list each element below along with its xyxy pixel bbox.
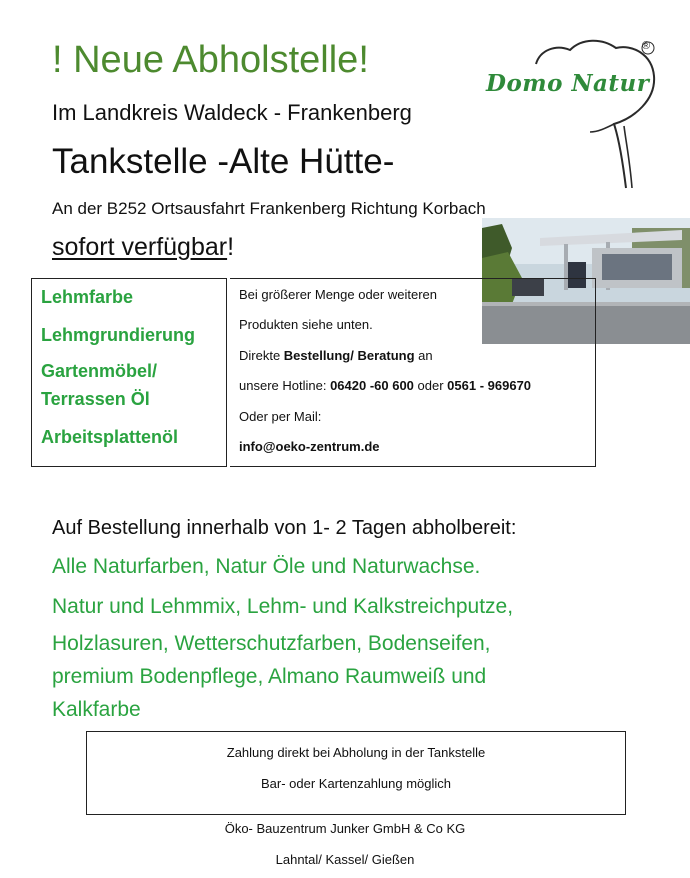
order-product-line: Kalkfarbe: [52, 698, 141, 721]
hotline-number[interactable]: 0561 - 969670: [447, 378, 532, 393]
hotline-line: [239, 378, 531, 393]
order-product-line: Natur und Lehmmix, Lehm- und Kalkstreichputze,: [52, 595, 514, 618]
payment-line: Bar- oder Kartenzahlung möglich: [260, 776, 452, 791]
region-subheading: Im Landkreis Waldeck - Frankenberg: [52, 100, 412, 125]
payment-line: Zahlung direkt bei Abholung in der Tankstelle: [226, 745, 486, 760]
product-item: Lehmgrundierung: [41, 325, 195, 345]
info-text: Direkte: [239, 348, 284, 363]
order-product-line: premium Bodenpflege, Almano Raumweiß und: [52, 665, 487, 688]
order-product-line: Alle Naturfarben, Natur Öle und Naturwachse.: [52, 555, 481, 578]
order-product-line: Holzlasuren, Wetterschutzfarben, Bodenseifen,: [52, 632, 491, 655]
info-text: an: [414, 348, 433, 363]
availability-suffix: !: [227, 233, 235, 261]
order-info-box: [230, 278, 596, 467]
info-line: [239, 348, 433, 363]
availability-note: [52, 233, 234, 262]
station-title: Tankstelle -Alte Hütte-: [52, 142, 395, 181]
email-address[interactable]: info@oeko-zentrum.de: [239, 439, 380, 454]
order-heading: Auf Bestellung innerhalb von 1- 2 Tagen abholbereit:: [52, 517, 517, 539]
product-item: Terrassen Öl: [41, 389, 150, 409]
domo-natur-logo: [484, 36, 664, 194]
headline: ! Neue Abholstelle!: [52, 39, 369, 81]
tree-logo-icon: [484, 36, 664, 194]
email-line: [239, 439, 380, 454]
info-text: unsere Hotline:: [239, 378, 331, 393]
hotline-number[interactable]: 06420 -60 600: [330, 378, 414, 393]
order-consulting-label: Bestellung/ Beratung: [283, 348, 415, 363]
product-item: Gartenmöbel/: [41, 361, 158, 381]
info-line: Oder per Mail:: [239, 409, 322, 424]
availability-text: sofort verfügbar: [52, 233, 228, 261]
info-line: Bei größerer Menge oder weiteren: [239, 287, 437, 302]
registered-mark: ®: [642, 40, 651, 52]
company-locations: Lahntal/ Kassel/ Gießen: [275, 852, 415, 867]
products-box: [31, 278, 227, 467]
info-text: oder: [413, 378, 448, 393]
company-name: Öko- Bauzentrum Junker GmbH & Co KG: [224, 821, 466, 836]
info-line: Produkten siehe unten.: [239, 317, 373, 332]
payment-box: [86, 731, 626, 815]
logo-wordmark: Domo Natur: [486, 70, 650, 97]
product-item: Arbeitsplattenöl: [41, 427, 179, 447]
product-item: Lehmfarbe: [41, 287, 134, 307]
route-description: An der B252 Ortsausfahrt Frankenberg Richtung Korbach: [52, 199, 486, 218]
